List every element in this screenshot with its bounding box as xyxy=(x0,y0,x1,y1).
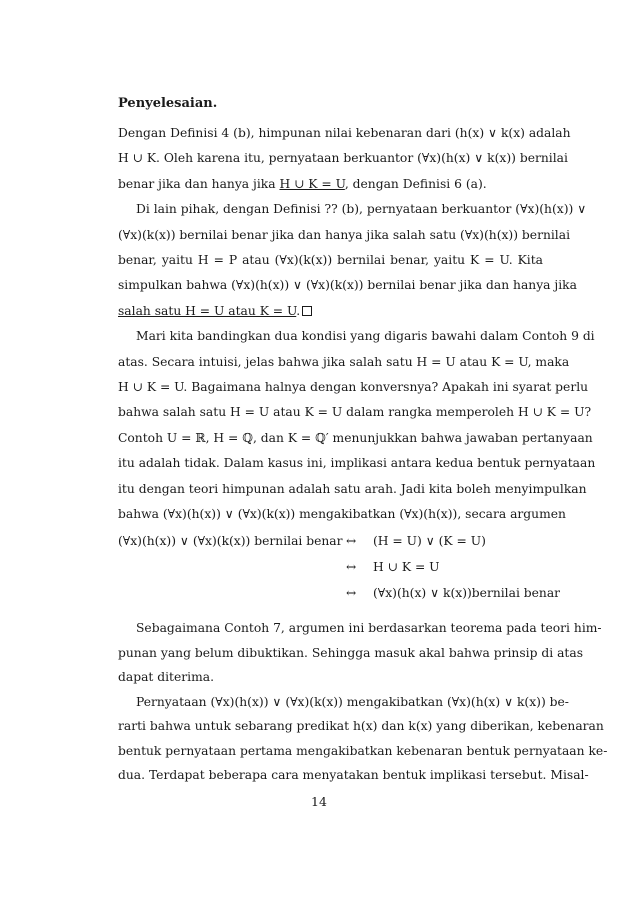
equation-rhs: H ∪ K = U xyxy=(373,560,440,574)
text-line: atas. Secara intuisi, jelas bahwa jika salah satu H = U atau K = U, maka xyxy=(118,354,570,369)
text-line: bentuk pernyataan pertama mengakibatkan kebenaran bentuk pernyataan ke- xyxy=(118,743,608,758)
equation-rhs: (∀x)(h(x) ∨ k(x))bernilai benar xyxy=(373,586,561,600)
text-line: simpulkan bahwa (∀x)(h(x)) ∨ (∀x)(k(x)) bernilai benar jika dan hanya jika xyxy=(118,278,577,293)
text-line: punan yang belum dibuktikan. Sehingga masuk akal bahwa prinsip di atas xyxy=(118,645,584,660)
page-number: 14 xyxy=(311,794,327,809)
equation-lhs: (∀x)(h(x)) ∨ (∀x)(k(x)) bernilai benar xyxy=(118,534,343,548)
text-line: Sebagaimana Contoh 7, argumen ini berdasarkan teorema pada teori him- xyxy=(136,621,602,635)
text-line: itu dengan teori himpunan adalah satu arah. Jadi kita boleh menyimpulkan xyxy=(118,481,587,496)
text-line: (∀x)(k(x)) bernilai benar jika dan hanya jika salah satu (∀x)(h(x)) bernilai xyxy=(118,227,571,242)
text-segment: benar jika dan hanya jika xyxy=(118,176,280,191)
text-line: benar, yaitu H = P atau (∀x)(k(x)) bernilai benar, yaitu K = U. Kita xyxy=(118,253,543,267)
text-line: bahwa salah satu H = U atau K = U dalam rangka memperoleh H ∪ K = U? xyxy=(118,405,592,420)
text-line: dua. Terdapat beberapa cara menyatakan bentuk implikasi tersebut. Misal- xyxy=(118,768,589,782)
underlined-text: salah satu H = U atau K = U xyxy=(118,303,297,318)
text-line xyxy=(118,176,543,192)
text-line: bahwa (∀x)(h(x)) ∨ (∀x)(k(x)) mengakibatkan (∀x)(h(x)), secara argumen xyxy=(118,507,566,521)
text-line xyxy=(118,303,543,319)
text-line: H ∪ K. Oleh karena itu, pernyataan berkuantor (∀x)(h(x) ∨ k(x)) bernilai xyxy=(118,151,568,166)
iff-arrow-icon: ↔ xyxy=(346,534,357,548)
text-segment: , dengan Definisi 6 (a). xyxy=(344,176,487,191)
underlined-text: H ∪ K = U xyxy=(279,176,345,191)
text-line: Pernyataan (∀x)(h(x)) ∨ (∀x)(k(x)) mengakibatkan (∀x)(h(x) ∨ k(x)) be- xyxy=(136,694,569,709)
text-segment: . xyxy=(296,303,301,318)
section-heading: Penyelesaian. xyxy=(118,96,218,111)
text-line: Mari kita bandingkan dua kondisi yang digaris bawahi dalam Contoh 9 di xyxy=(136,329,595,344)
text-line: H ∪ K = U. Bagaimana halnya dengan konversnya? Apakah ini syarat perlu xyxy=(118,380,589,394)
text-line: Dengan Definisi 4 (b), himpunan nilai kebenaran dari (h(x) ∨ k(x) adalah xyxy=(118,126,571,140)
text-line: dapat diterima. xyxy=(118,670,214,684)
equation-rhs: (H = U) ∨ (K = U) xyxy=(373,534,486,548)
text-line: Contoh U = ℝ, H = ℚ, dan K = ℚ′ menunjukkan bahwa jawaban pertanyaan xyxy=(118,430,593,445)
text-line: Di lain pihak, dengan Definisi ?? (b), pernyataan berkuantor (∀x)(h(x)) ∨ xyxy=(136,202,587,217)
iff-arrow-icon: ↔ xyxy=(346,586,357,600)
text-line: rarti bahwa untuk sebarang predikat h(x) dan k(x) yang diberikan, kebenaran xyxy=(118,719,604,733)
iff-arrow-icon: ↔ xyxy=(346,560,357,574)
text-line: itu adalah tidak. Dalam kasus ini, implikasi antara kedua bentuk pernyataan xyxy=(118,456,596,471)
qed-box-icon xyxy=(302,306,312,316)
